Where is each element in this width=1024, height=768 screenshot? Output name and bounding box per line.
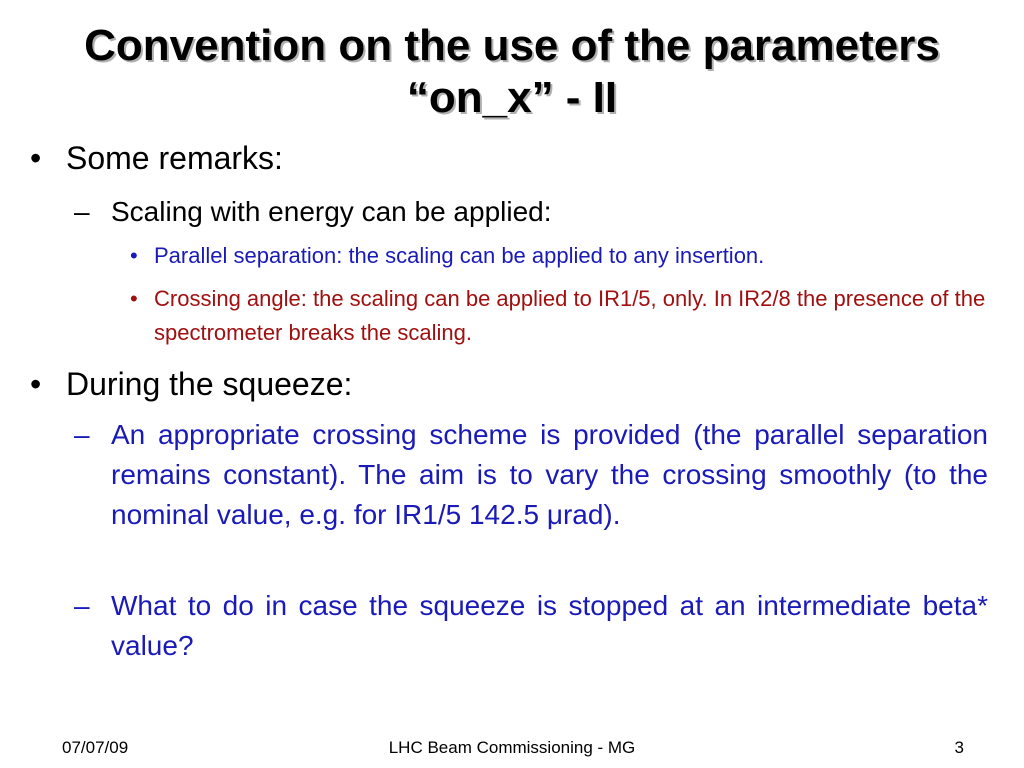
bullet-text: During the squeeze:	[66, 366, 353, 402]
bullet-marker: •	[30, 366, 42, 402]
footer-title: LHC Beam Commissioning - MG	[388, 738, 636, 757]
dash-marker: –	[74, 590, 90, 621]
slide-title	[0, 20, 1024, 124]
sub-bullet-squeeze-stopped	[74, 586, 988, 666]
slide-title-line-1: Convention on the use of the parameters	[84, 21, 940, 70]
bullet-marker: •	[30, 140, 42, 176]
sub-bullet-crossing-scheme	[74, 415, 988, 535]
dash-marker: –	[74, 196, 90, 227]
bullet-text: Some remarks:	[66, 140, 283, 176]
sub-bullet-text: What to do in case the squeeze is stopped at an intermediate beta* value?	[111, 590, 988, 661]
dash-marker: –	[74, 419, 90, 450]
sub-bullet-scaling	[74, 192, 988, 232]
sub-sub-bullet-text: Parallel separation: the scaling can be applied to any insertion.	[154, 243, 765, 268]
sub-bullet-text: An appropriate crossing scheme is provided (the parallel separation remains constant). The aim is to vary the crossing smoothly (to the nominal value, e.g. for IR1/5 142.5 μrad).	[111, 419, 988, 530]
bullet-marker: •	[130, 286, 138, 311]
slide-title-line-2: “on_x” - II	[406, 73, 618, 122]
sub-sub-bullet-parallel-separation	[130, 239, 990, 273]
footer-page-number: 3	[954, 738, 964, 757]
footer-date: 07/07/09	[62, 738, 129, 757]
sub-sub-bullet-crossing-angle	[130, 282, 990, 350]
sub-bullet-text: Scaling with energy can be applied:	[111, 196, 552, 227]
sub-sub-bullet-text: Crossing angle: the scaling can be applied to IR1/5, only. In IR2/8 the presence of the spectrometer breaks the scaling.	[154, 286, 986, 345]
bullet-marker: •	[130, 243, 138, 268]
